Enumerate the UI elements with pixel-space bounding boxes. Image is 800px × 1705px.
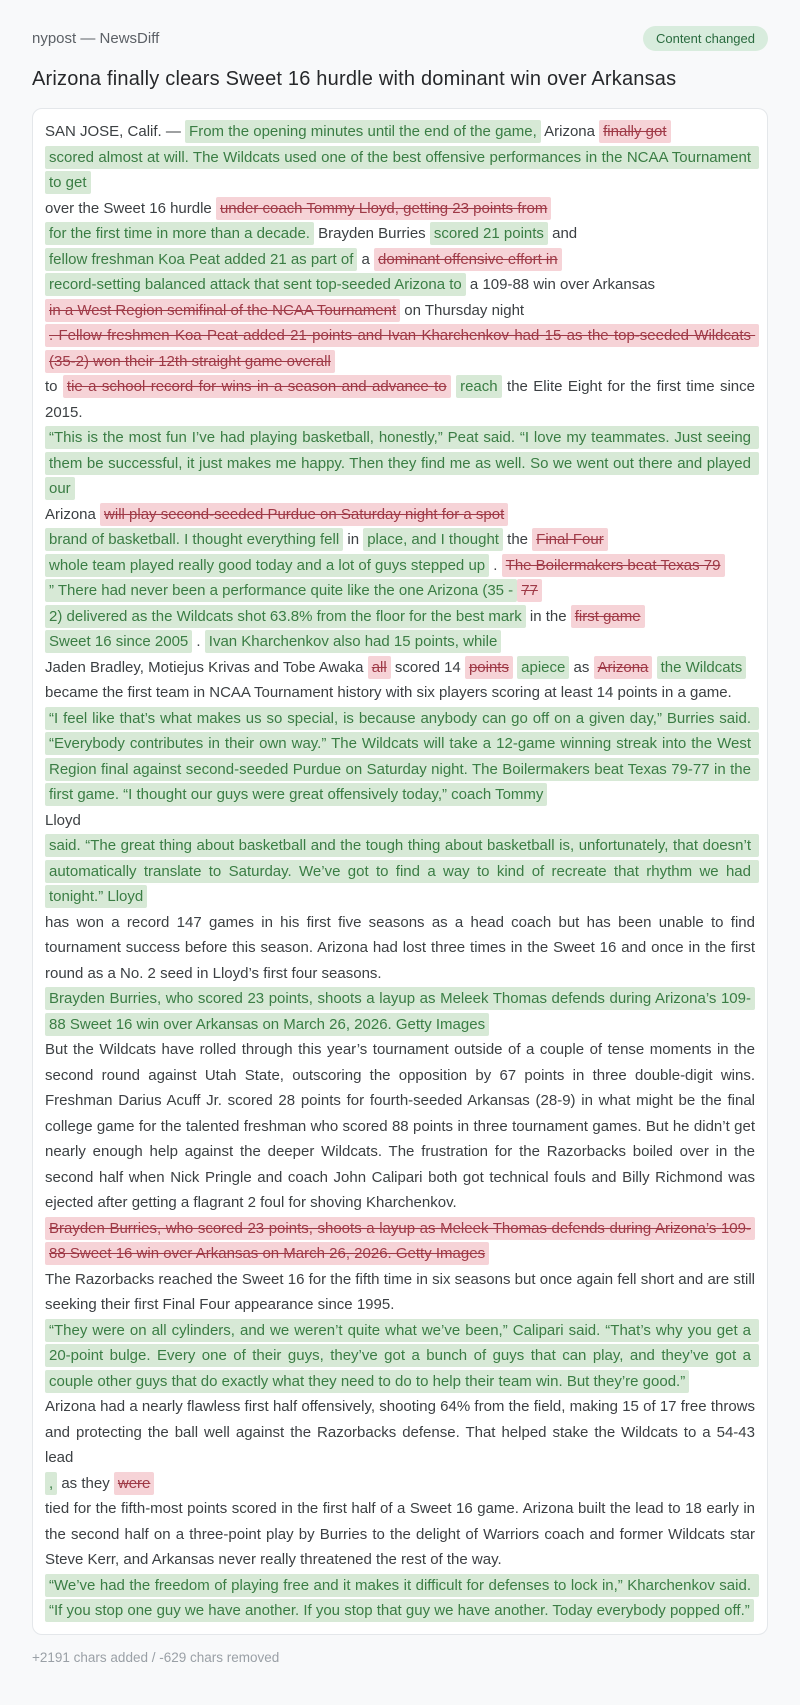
- diff-added-segment: “This is the most fun I’ve had playing basketball, honestly,” Peat said. “I love my teammates. Just seeing them be successful, it just makes me happy. Then they find me as well. So we went out there and played our: [45, 426, 759, 500]
- diff-added-segment: 2) delivered as the Wildcats shot 63.8% from the floor for the best mark: [45, 605, 526, 628]
- status-badge: Content changed: [643, 26, 768, 51]
- diff-removed-segment: Brayden Burries, who scored 23 points, shoots a layup as Meleek Thomas defends during Arizona’s 109-88 Sweet 16 win over Arkansas on March 26, 2026. Getty Images: [45, 1217, 755, 1266]
- diff-unchanged-segment: as: [569, 658, 594, 676]
- diff-unchanged-segment: scored 14: [390, 658, 465, 676]
- diff-added-segment: ” There had never been a performance quite like the one Arizona (35 -: [45, 579, 517, 602]
- diff-unchanged-segment: [652, 659, 656, 676]
- diff-unchanged-segment: a 109-88 win over Arkansas: [465, 276, 656, 293]
- diff-unchanged-segment: Lloyd: [45, 811, 81, 829]
- diff-unchanged-segment: and: [547, 225, 578, 242]
- diff-unchanged-segment: tied for the fifth-most points scored in the first half of a Sweet 16 game. Arizona built the lead to 18 early in the second half on a three-point play by Burries to the delight of Warriors coach and former Wildcats star Steve Kerr, and Arkansas never really threatened the rest of the way.: [45, 1500, 760, 1568]
- diff-added-segment: record-setting balanced attack that sent top-seeded Arizona to: [45, 273, 466, 296]
- diff-unchanged-segment: .: [192, 633, 205, 650]
- diff-added-segment: said. “The great thing about basketball and the tough thing about basketball is, unfortunately, that doesn’t automatically translate to Saturday. We’ve got to find a way to kind of recreate that rhythm we had tonight.” Lloyd: [45, 834, 759, 908]
- diff-removed-segment: . Fellow freshmen Koa Peat added 21 points and Ivan Kharchenkov had 15 as the top-seeded Wildcats (35-2) won their 12th straight game overall: [45, 324, 759, 373]
- diff-removed-segment: The Boilermakers beat Texas 79: [502, 554, 725, 577]
- diff-added-segment: “I feel like that’s what makes us so special, is because anybody can go off on a given day,” Burries said. “Everybody contributes in their own way.” The Wildcats will take a 12-game winning streak into the West Region final against second-seeded Purdue on Saturday night. The Boilermakers beat Texas 79-77 in the first game. “I thought our guys were great offensively today,” coach Tommy: [45, 707, 759, 807]
- diff-unchanged-segment: the Elite Eight for the first time since 2015.: [45, 378, 760, 421]
- diff-added-segment: Sweet 16 since 2005: [45, 630, 192, 653]
- diff-added-segment: brand of basketball. I thought everything fell: [45, 528, 343, 551]
- diff-unchanged-segment: on Thursday night: [400, 301, 525, 319]
- diff-added-segment: place, and I thought: [363, 528, 503, 551]
- diff-removed-segment: Arizona: [594, 656, 653, 679]
- diff-removed-segment: finally got: [599, 120, 670, 143]
- diff-removed-segment: 77: [517, 579, 542, 602]
- diff-card: [32, 108, 768, 1635]
- diff-unchanged-segment: as they: [57, 1474, 114, 1492]
- diff-unchanged-segment: a: [357, 250, 375, 268]
- diff-unchanged-segment: SAN JOSE, Calif. —: [45, 123, 186, 140]
- diff-unchanged-segment: in the: [525, 607, 571, 625]
- diff-unchanged-segment: Jaden Bradley, Motiejus Krivas and Tobe Awaka: [45, 658, 368, 676]
- diff-body: [45, 119, 760, 1624]
- source-label: nypost — NewsDiff: [32, 30, 160, 47]
- page-header: [32, 26, 768, 51]
- diff-removed-segment: points: [465, 656, 513, 679]
- diff-added-segment: reach: [456, 375, 502, 398]
- diff-unchanged-segment: Arizona: [540, 123, 600, 140]
- diff-removed-segment: dominant offensive effort in: [374, 248, 562, 271]
- diff-added-segment: fellow freshman Koa Peat added 21 as part of: [45, 248, 357, 271]
- diff-removed-segment: Final Four: [532, 528, 608, 551]
- diff-added-segment: scored almost at will. The Wildcats used one of the best offensive performances in the NCAA Tournament to get: [45, 146, 759, 195]
- diff-unchanged-segment: the: [502, 531, 533, 548]
- article-title: Arizona finally clears Sweet 16 hurdle with dominant win over Arkansas: [32, 68, 677, 90]
- diff-added-segment: apiece: [517, 656, 569, 679]
- diff-unchanged-segment: over the Sweet 16 hurdle: [45, 199, 216, 217]
- diff-added-segment: for the first time in more than a decade.: [45, 222, 314, 245]
- diff-stats: +2191 chars added / -629 chars removed: [32, 1649, 280, 1665]
- diff-added-segment: Brayden Burries, who scored 23 points, shoots a layup as Meleek Thomas defends during Arizona’s 109-88 Sweet 16 win over Arkansas on March 26, 2026. Getty Images: [45, 987, 755, 1036]
- diff-removed-segment: under coach Tommy Lloyd, getting 23 points from: [216, 197, 551, 220]
- diff-removed-segment: all: [368, 656, 391, 679]
- diff-unchanged-segment: Arizona had a nearly flawless first half offensively, shooting 64% from the field, making 15 of 17 free throws and protecting the ball well against the Razorbacks defense. That helped stake the Wildcats to a 54-43 lead: [45, 1398, 760, 1466]
- diff-added-segment: Ivan Kharchenkov also had 15 points, while: [205, 630, 502, 653]
- diff-unchanged-segment: became the first team in NCAA Tournament history with six players scoring at least 14 points in a game.: [45, 684, 732, 701]
- diff-added-segment: whole team played really good today and a lot of guys stepped up: [45, 554, 489, 577]
- diff-unchanged-segment: in: [343, 531, 364, 548]
- diff-removed-segment: were: [114, 1472, 155, 1495]
- diff-added-segment: scored 21 points: [430, 222, 548, 245]
- diff-added-segment: “They were on all cylinders, and we weren’t quite what we’ve been,” Calipari said. “That’s why you get a 20-point bulge. Every one of their guys, they’ve got a bunch of guys that can play, and they’ve got a couple other guys that do exactly what they need to do to help their team win. But they’re good.”: [45, 1319, 759, 1393]
- diff-unchanged-segment: .: [489, 556, 502, 574]
- diff-added-segment: ,: [45, 1472, 57, 1495]
- diff-removed-segment: in a West Region semifinal of the NCAA Tournament: [45, 299, 400, 322]
- diff-unchanged-segment: Brayden Burries: [313, 225, 430, 242]
- diff-removed-segment: will play second-seeded Purdue on Saturday night for a spot: [100, 503, 508, 526]
- diff-unchanged-segment: The Razorbacks reached the Sweet 16 for the fifth time in six seasons but once again fell short and are still seeking their first Final Four appearance since 1995.: [45, 1270, 760, 1313]
- diff-removed-segment: first game: [571, 605, 645, 628]
- diff-unchanged-segment: has won a record 147 games in his first five seasons as a head coach but has been unable to find tournament success before this season. Arizona had lost three times in the Sweet 16 and once in the first round as a No. 2 seed in Lloyd’s first four seasons.: [45, 913, 760, 982]
- diff-unchanged-segment: to: [45, 378, 63, 395]
- diff-added-segment: “We’ve had the freedom of playing free and it makes it difficult for defenses to lock in,” Kharchenkov said. “If you stop one guy we have another. If you stop that guy we have another. Today everybody popped off.”: [45, 1574, 759, 1623]
- diff-removed-segment: tie a school record for wins in a season and advance to: [63, 375, 451, 398]
- diff-added-segment: From the opening minutes until the end of the game,: [185, 120, 541, 143]
- diff-added-segment: the Wildcats: [657, 656, 747, 679]
- diff-unchanged-segment: But the Wildcats have rolled through this year’s tournament outside of a couple of tense moments in the second round against Utah State, outscoring the opposition by 67 points in three double-digit wins. Freshman Darius Acuff Jr. scored 28 points for fourth-seeded Arkansas (28-9) in what might be the final college game for the talented freshman who scored 88 points in three tournament games. But he didn’t get nearly enough help against the deeper Wildcats. The frustration for the Razorbacks boiled over in the second half when Nick Pringle and coach John Calipari both got technical fouls and Billy Richmond was ejected after getting a flagrant 2 foul for shoving Kharchenkov.: [45, 1041, 760, 1211]
- diff-unchanged-segment: Arizona: [45, 505, 101, 523]
